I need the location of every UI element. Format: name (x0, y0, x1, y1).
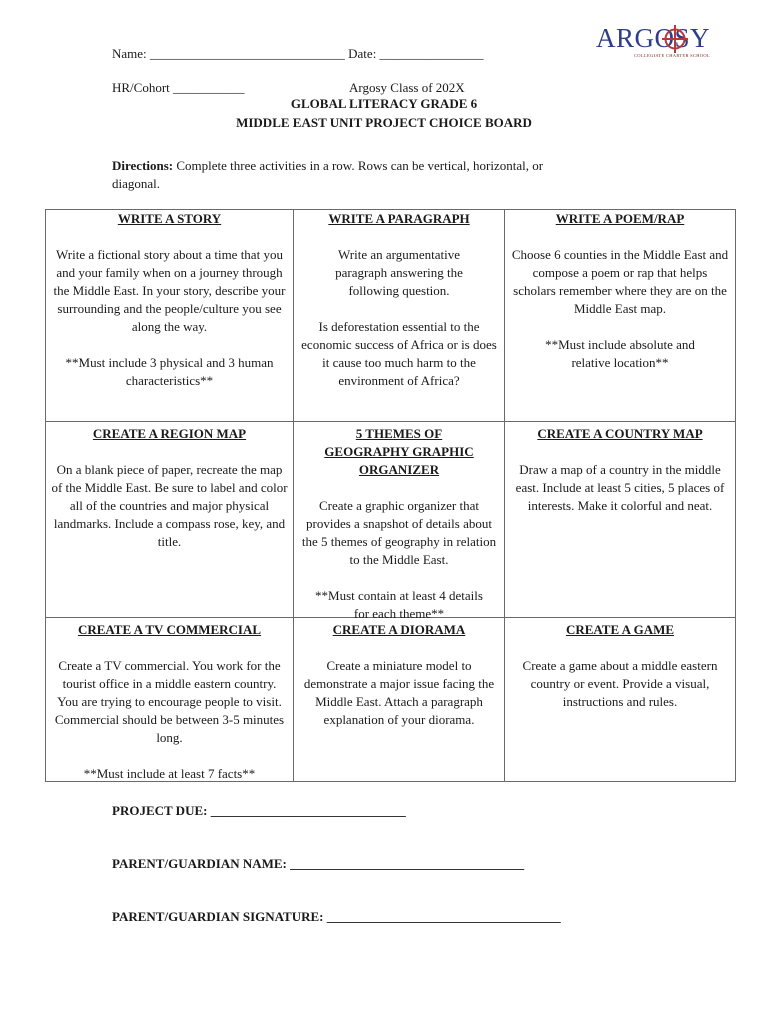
cell-tv-commercial (46, 621, 293, 783)
page-title: GLOBAL LITERACY GRADE 6 (290, 96, 478, 111)
cell-write-poem (505, 210, 735, 372)
cell-title: CREATE A COUNTRY MAP (537, 426, 703, 441)
cell-title: CREATE A GAME (565, 622, 675, 637)
directions-label: Directions: (112, 158, 174, 173)
parent-name-line: PARENT/GUARDIAN NAME: ____________________________________ (112, 856, 525, 871)
name-date-line: Name: ______________________________ Date: ________________ (112, 46, 484, 61)
cell-write-story (46, 210, 293, 390)
cell-diorama (294, 621, 504, 729)
cell-body: Write an argumentative paragraph answering the following question. (335, 247, 463, 298)
cell-body: Create a TV commercial. You work for the tourist office in a middle eastern country. You are trying to encourage people to visit. Commercial should be between 3-5 minutes long. (54, 658, 285, 745)
hr-cohort-line: HR/Cohort ___________ (112, 80, 245, 95)
cell-body: Create a graphic organizer that provides a snapshot of details about the 5 themes of geography in relation to the Middle East. (301, 498, 497, 567)
project-due-line: PROJECT DUE: ______________________________ (112, 803, 406, 818)
cell-game (505, 621, 735, 711)
cell-title: WRITE A STORY (117, 211, 222, 226)
class-line: Argosy Class of 202X (349, 80, 465, 95)
cell-write-paragraph (294, 210, 504, 390)
cell-title: WRITE A PARAGRAPH (328, 211, 470, 226)
compass-icon (662, 24, 688, 54)
cell-note: Is deforestation essential to the economic success of Africa or is does it cause too much harm to the environment of Africa? (301, 319, 497, 388)
argosy-logo (596, 22, 724, 62)
cell-note: **Must include 3 physical and 3 human characteristics** (65, 355, 274, 388)
cell-body: On a blank piece of paper, recreate the map of the Middle East. Be sure to label and color all of the countries and major physical landmarks. Include a compass rose, key, and title. (51, 462, 288, 549)
cell-title: CREATE A DIORAMA (332, 622, 466, 637)
cell-note: **Must include absolute and relative location** (545, 337, 695, 370)
directions-text: Complete three activities in a row. Rows can be vertical, horizontal, or (173, 158, 544, 173)
cell-title: CREATE A REGION MAP (92, 426, 247, 441)
cell-five-themes (294, 425, 504, 623)
cell-body: Draw a map of a country in the middle east. Include at least 5 cities, 5 places of interests. Make it colorful and neat. (515, 462, 725, 513)
cell-note: **Must include at least 7 facts** (83, 766, 256, 781)
logo-text: ARGOSY (596, 23, 711, 53)
page-subtitle: MIDDLE EAST UNIT PROJECT CHOICE BOARD (236, 115, 532, 130)
cell-country-map (505, 425, 735, 515)
logo-tagline: COLLEGIATE CHARTER SCHOOL (634, 53, 710, 58)
directions (112, 157, 543, 175)
cell-body: Choose 6 counties in the Middle East and compose a poem or rap that helps scholars remember where they are on the Middle East map. (511, 247, 729, 316)
cell-title: CREATE A TV COMMERCIAL (77, 622, 262, 637)
cell-body: Create a game about a middle eastern country or event. Provide a visual, instructions and rules. (522, 658, 718, 709)
directions-text-cont: diagonal. (112, 176, 161, 191)
choice-board (45, 209, 736, 782)
cell-region-map (46, 425, 293, 551)
cell-title: WRITE A POEM/RAP (555, 211, 685, 226)
cell-note: **Must contain at least 4 details for each theme** (315, 588, 483, 621)
cell-body: Write a fictional story about a time that you and your family when on a journey through the Middle East. In your story, describe your surrounding and the people/culture you see along the way. (53, 247, 286, 334)
cell-title: 5 THEMES OF GEOGRAPHY GRAPHIC ORGANIZER (324, 426, 474, 477)
parent-signature-line: PARENT/GUARDIAN SIGNATURE: ____________________________________ (112, 909, 561, 924)
cell-body: Create a miniature model to demonstrate a major issue facing the Middle East. Attach a paragraph explanation of your diorama. (303, 658, 495, 727)
